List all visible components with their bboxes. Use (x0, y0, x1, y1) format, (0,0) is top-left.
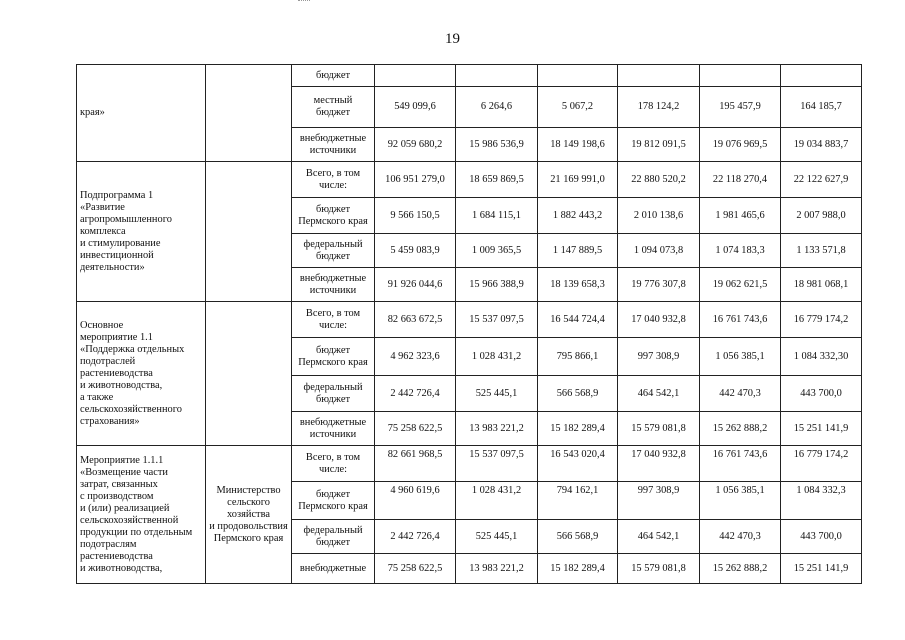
table-row (77, 302, 862, 338)
table-row (77, 162, 862, 198)
page-number: 19 (445, 31, 460, 47)
funding-source-cell: бюджет Пермского края (292, 482, 375, 520)
amount-cell: 443 700,0 (781, 376, 862, 412)
amount-cell: 1 028 431,2 (456, 338, 538, 376)
amount-cell: 997 308,9 (618, 338, 700, 376)
amount-cell: 16 761 743,6 (700, 302, 781, 338)
funding-source-cell: местный бюджет (292, 87, 375, 128)
amount-cell: 5 067,2 (538, 87, 618, 128)
amount-cell: 92 059 680,2 (375, 128, 456, 162)
amount-cell: 16 779 174,2 (781, 446, 862, 482)
funding-source-cell: внебюджетные источники (292, 128, 375, 162)
funding-source-cell: Всего, в том числе: (292, 446, 375, 482)
amount-cell: 18 149 198,6 (538, 128, 618, 162)
amount-cell (781, 65, 862, 87)
amount-cell: 16 761 743,6 (700, 446, 781, 482)
amount-cell: 9 566 150,5 (375, 198, 456, 234)
amount-cell: 19 062 621,5 (700, 268, 781, 302)
amount-cell: 18 139 658,3 (538, 268, 618, 302)
amount-cell: 1 882 443,2 (538, 198, 618, 234)
amount-cell: 17 040 932,8 (618, 446, 700, 482)
amount-cell (456, 65, 538, 87)
program-name-cell: Основное мероприятие 1.1 «Поддержка отдельных подотраслей растениеводства и животноводства, а также сельскохозяйственного страхования» (77, 302, 206, 446)
amount-cell: 1 684 115,1 (456, 198, 538, 234)
executor-cell: Министерство сельского хозяйства и продовольствия Пермского края (206, 446, 292, 584)
amount-cell (618, 65, 700, 87)
amount-cell: 1 074 183,3 (700, 234, 781, 268)
amount-cell: 1 056 385,1 (700, 482, 781, 520)
amount-cell: 566 568,9 (538, 520, 618, 554)
amount-cell: 22 122 627,9 (781, 162, 862, 198)
amount-cell (375, 65, 456, 87)
funding-source-cell: Всего, в том числе: (292, 302, 375, 338)
amount-cell: 1 056 385,1 (700, 338, 781, 376)
amount-cell: 19 812 091,5 (618, 128, 700, 162)
program-name-cell: края» (77, 65, 206, 162)
budget-table-body (77, 65, 862, 584)
amount-cell: 16 543 020,4 (538, 446, 618, 482)
funding-source-cell: внебюджетные источники (292, 412, 375, 446)
table-row (77, 446, 862, 482)
amount-cell: 794 162,1 (538, 482, 618, 520)
amount-cell: 17 040 932,8 (618, 302, 700, 338)
amount-cell: 795 866,1 (538, 338, 618, 376)
executor-cell (206, 302, 292, 446)
amount-cell: 525 445,1 (456, 376, 538, 412)
amount-cell: 15 537 097,5 (456, 302, 538, 338)
amount-cell: 5 459 083,9 (375, 234, 456, 268)
amount-cell: 13 983 221,2 (456, 412, 538, 446)
amount-cell: 15 251 141,9 (781, 412, 862, 446)
amount-cell: 75 258 622,5 (375, 412, 456, 446)
amount-cell: 82 663 672,5 (375, 302, 456, 338)
funding-source-cell: внебюджетные (292, 554, 375, 584)
amount-cell: 21 169 991,0 (538, 162, 618, 198)
amount-cell: 15 182 289,4 (538, 554, 618, 584)
funding-source-cell: федеральный бюджет (292, 376, 375, 412)
amount-cell: 525 445,1 (456, 520, 538, 554)
amount-cell: 18 981 068,1 (781, 268, 862, 302)
amount-cell: 15 251 141,9 (781, 554, 862, 584)
amount-cell: 566 568,9 (538, 376, 618, 412)
amount-cell: 16 779 174,2 (781, 302, 862, 338)
funding-source-cell: бюджет Пермского края (292, 338, 375, 376)
amount-cell: 15 182 289,4 (538, 412, 618, 446)
amount-cell: 549 099,6 (375, 87, 456, 128)
amount-cell: 18 659 869,5 (456, 162, 538, 198)
amount-cell: 22 880 520,2 (618, 162, 700, 198)
amount-cell: 82 661 968,5 (375, 446, 456, 482)
amount-cell (700, 65, 781, 87)
amount-cell: 1 147 889,5 (538, 234, 618, 268)
amount-cell: 19 076 969,5 (700, 128, 781, 162)
amount-cell: 75 258 622,5 (375, 554, 456, 584)
amount-cell: 1 084 332,3 (781, 482, 862, 520)
amount-cell: 464 542,1 (618, 520, 700, 554)
funding-source-cell: федеральный бюджет (292, 520, 375, 554)
amount-cell: 464 542,1 (618, 376, 700, 412)
amount-cell: 15 262 888,2 (700, 412, 781, 446)
funding-source-cell: внебюджетные источники (292, 268, 375, 302)
amount-cell: 6 264,6 (456, 87, 538, 128)
amount-cell: 1 133 571,8 (781, 234, 862, 268)
amount-cell: 2 442 726,4 (375, 520, 456, 554)
amount-cell: 442 470,3 (700, 520, 781, 554)
amount-cell: 1 028 431,2 (456, 482, 538, 520)
amount-cell: 15 986 536,9 (456, 128, 538, 162)
amount-cell: 15 579 081,8 (618, 554, 700, 584)
amount-cell: 442 470,3 (700, 376, 781, 412)
amount-cell: 19 034 883,7 (781, 128, 862, 162)
executor-cell (206, 65, 292, 162)
amount-cell: 22 118 270,4 (700, 162, 781, 198)
amount-cell: 13 983 221,2 (456, 554, 538, 584)
amount-cell: 15 966 388,9 (456, 268, 538, 302)
table-row (77, 65, 862, 87)
budget-table (76, 64, 862, 584)
amount-cell: 2 007 988,0 (781, 198, 862, 234)
amount-cell: 4 962 323,6 (375, 338, 456, 376)
amount-cell: 443 700,0 (781, 520, 862, 554)
funding-source-cell: бюджет Пермского края (292, 198, 375, 234)
amount-cell: 15 537 097,5 (456, 446, 538, 482)
amount-cell: 997 308,9 (618, 482, 700, 520)
amount-cell: 1 084 332,30 (781, 338, 862, 376)
scan-mark (298, 0, 310, 3)
program-name-cell: Мероприятие 1.1.1 «Возмещение части затрат, связанных с производством и (или) реализацией сельскохозяйственной продукции по отдельным подотраслям растениеводства и животноводства, (77, 446, 206, 584)
funding-source-cell: федеральный бюджет (292, 234, 375, 268)
amount-cell (538, 65, 618, 87)
amount-cell: 2 010 138,6 (618, 198, 700, 234)
amount-cell: 2 442 726,4 (375, 376, 456, 412)
program-name-cell: Подпрограмма 1 «Развитие агропромышленного комплекса и стимулирование инвестиционной деятельности» (77, 162, 206, 302)
amount-cell: 106 951 279,0 (375, 162, 456, 198)
amount-cell: 1 009 365,5 (456, 234, 538, 268)
funding-source-cell: Всего, в том числе: (292, 162, 375, 198)
amount-cell: 195 457,9 (700, 87, 781, 128)
amount-cell: 164 185,7 (781, 87, 862, 128)
amount-cell: 4 960 619,6 (375, 482, 456, 520)
amount-cell: 15 579 081,8 (618, 412, 700, 446)
executor-cell (206, 162, 292, 302)
amount-cell: 16 544 724,4 (538, 302, 618, 338)
funding-source-cell: бюджет (292, 65, 375, 87)
amount-cell: 1 981 465,6 (700, 198, 781, 234)
amount-cell: 1 094 073,8 (618, 234, 700, 268)
amount-cell: 178 124,2 (618, 87, 700, 128)
amount-cell: 19 776 307,8 (618, 268, 700, 302)
amount-cell: 15 262 888,2 (700, 554, 781, 584)
amount-cell: 91 926 044,6 (375, 268, 456, 302)
